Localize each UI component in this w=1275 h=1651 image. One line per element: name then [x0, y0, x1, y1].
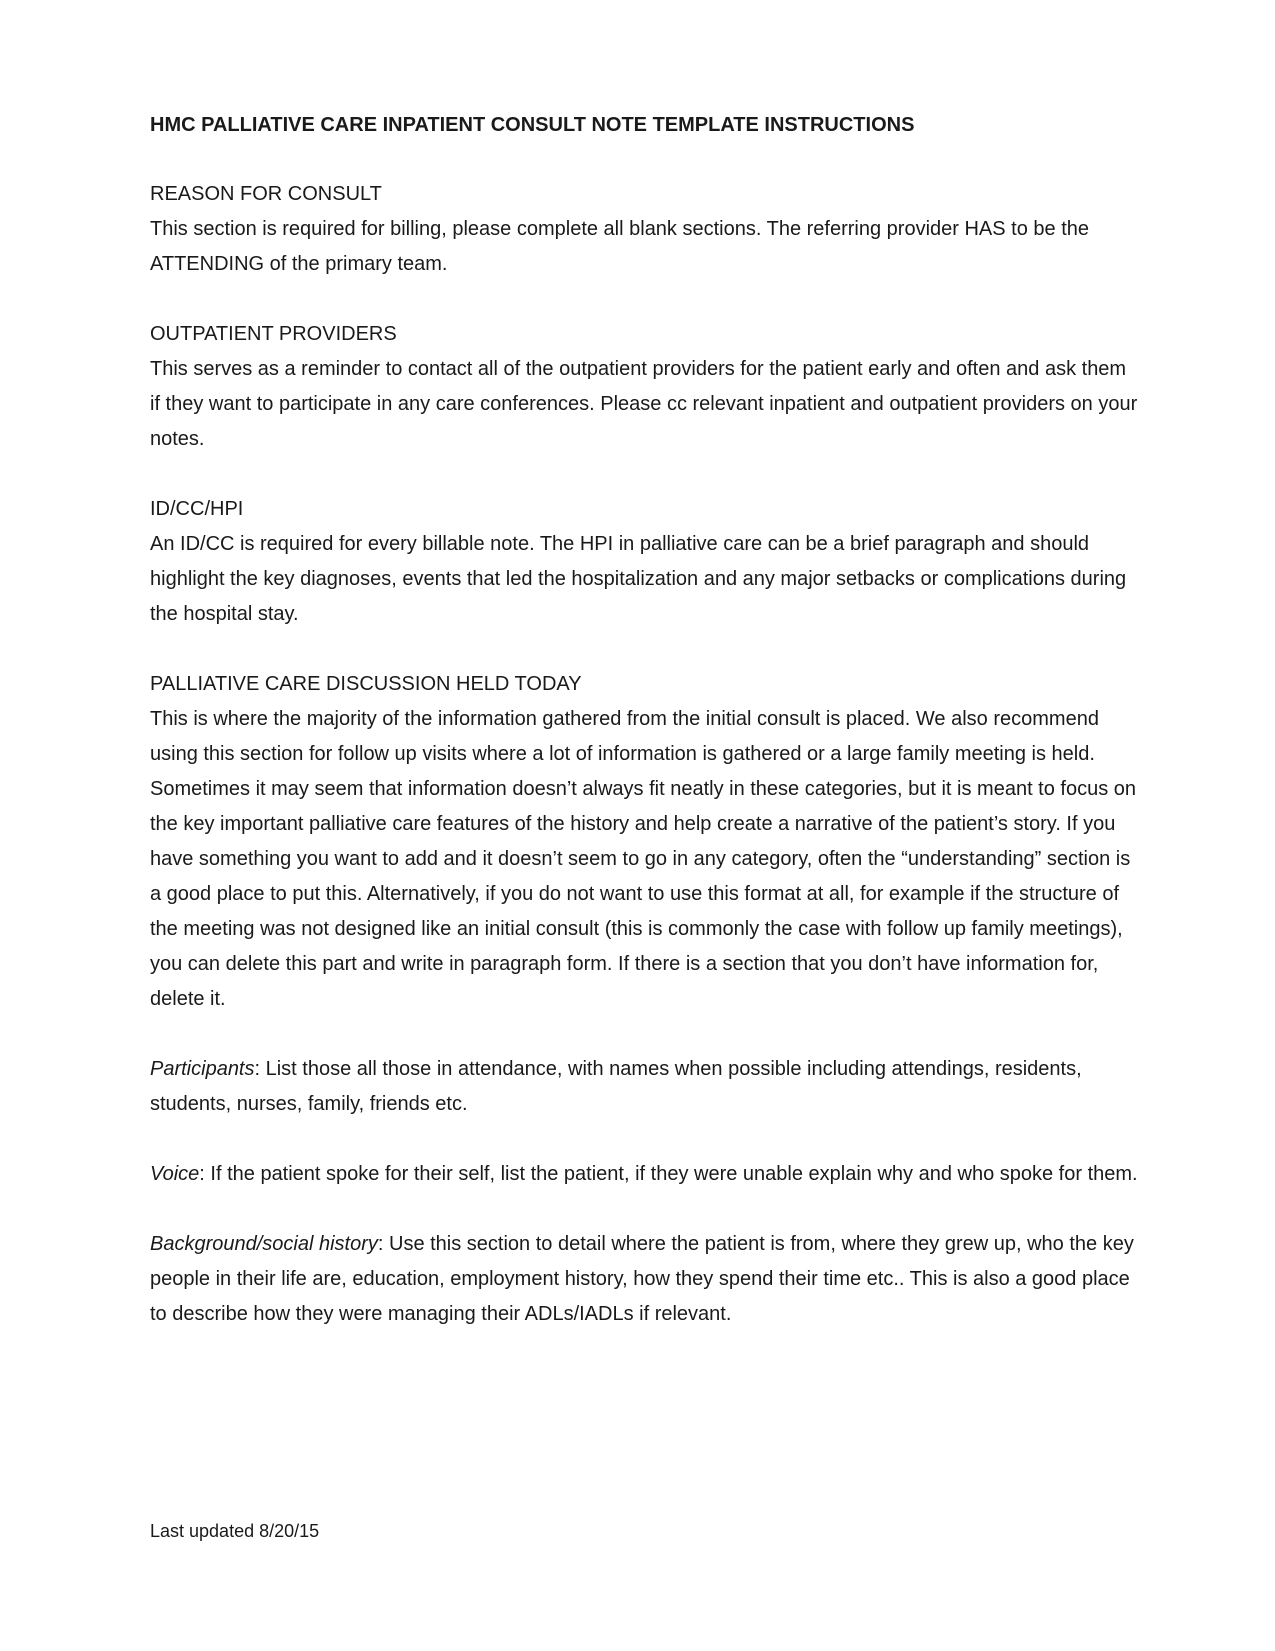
- section-outpatient-providers: [150, 317, 1140, 457]
- subsection-text: : List those all those in attendance, with names when possible including attendings, residents, students, nurses, family, friends etc.: [150, 1058, 1082, 1115]
- section-heading: REASON FOR CONSULT: [150, 183, 382, 205]
- subsection-term: Voice: [150, 1163, 200, 1185]
- section-body: This serves as a reminder to contact all of the outpatient providers for the patient early and often and ask them if they want to participate in any care conferences. Please cc relevant inpatient and outpatient providers on your notes.: [150, 358, 1138, 450]
- section-reason-for-consult: [150, 177, 1140, 282]
- subsection-term: Background/social history: [150, 1233, 378, 1255]
- section-palliative-care-discussion: [150, 667, 1140, 1017]
- section-body: An ID/CC is required for every billable note. The HPI in palliative care can be a brief paragraph and should highlight the key diagnoses, events that led the hospitalization and any major setbacks or complications during the hospital stay.: [150, 533, 1127, 625]
- last-updated-footer: Last updated 8/20/15: [150, 1521, 320, 1541]
- section-heading: OUTPATIENT PROVIDERS: [150, 323, 397, 345]
- subsection-participants: [150, 1052, 1140, 1122]
- subsection-body: [150, 1157, 1140, 1192]
- subsection-text: : If the patient spoke for their self, list the patient, if they were unable explain why and who spoke for them.: [199, 1163, 1138, 1185]
- subsection-body: [150, 1227, 1140, 1332]
- subsection-term: Participants: [150, 1058, 255, 1080]
- section-heading: PALLIATIVE CARE DISCUSSION HELD TODAY: [150, 673, 582, 695]
- document-title: HMC PALLIATIVE CARE INPATIENT CONSULT NOTE TEMPLATE INSTRUCTIONS: [150, 114, 915, 136]
- section-body: This section is required for billing, please complete all blank sections. The referring provider HAS to be the ATTENDING of the primary team.: [150, 218, 1089, 275]
- section-heading: ID/CC/HPI: [150, 498, 244, 520]
- subsection-body: [150, 1052, 1140, 1122]
- subsection-text: : Use this section to detail where the patient is from, where they grew up, who the key people in their life are, education, employment history, how they spend their time etc.. This is also a good place to describe how they were managing their ADLs/IADLs if relevant.: [150, 1233, 1134, 1325]
- subsection-voice: [150, 1157, 1140, 1192]
- section-body: This is where the majority of the information gathered from the initial consult is placed. We also recommend using this section for follow up visits where a lot of information is gathered or a large family meeting is held. Sometimes it may seem that information doesn’t always fit neatly in these categories, but it is meant to focus on the key important palliative care features of the history and help create a narrative of the patient’s story. If you have something you want to add and it doesn’t seem to go in any category, often the “understanding” section is a good place to put this. Alternatively, if you do not want to use this format at all, for example if the structure of the meeting was not designed like an initial consult (this is commonly the case with follow up family meetings), you can delete this part and write in paragraph form. If there is a section that you don’t have information for, delete it.: [150, 708, 1137, 1010]
- document-page: [150, 108, 1140, 1367]
- section-id-cc-hpi: [150, 492, 1140, 632]
- subsection-background-social-history: [150, 1227, 1140, 1332]
